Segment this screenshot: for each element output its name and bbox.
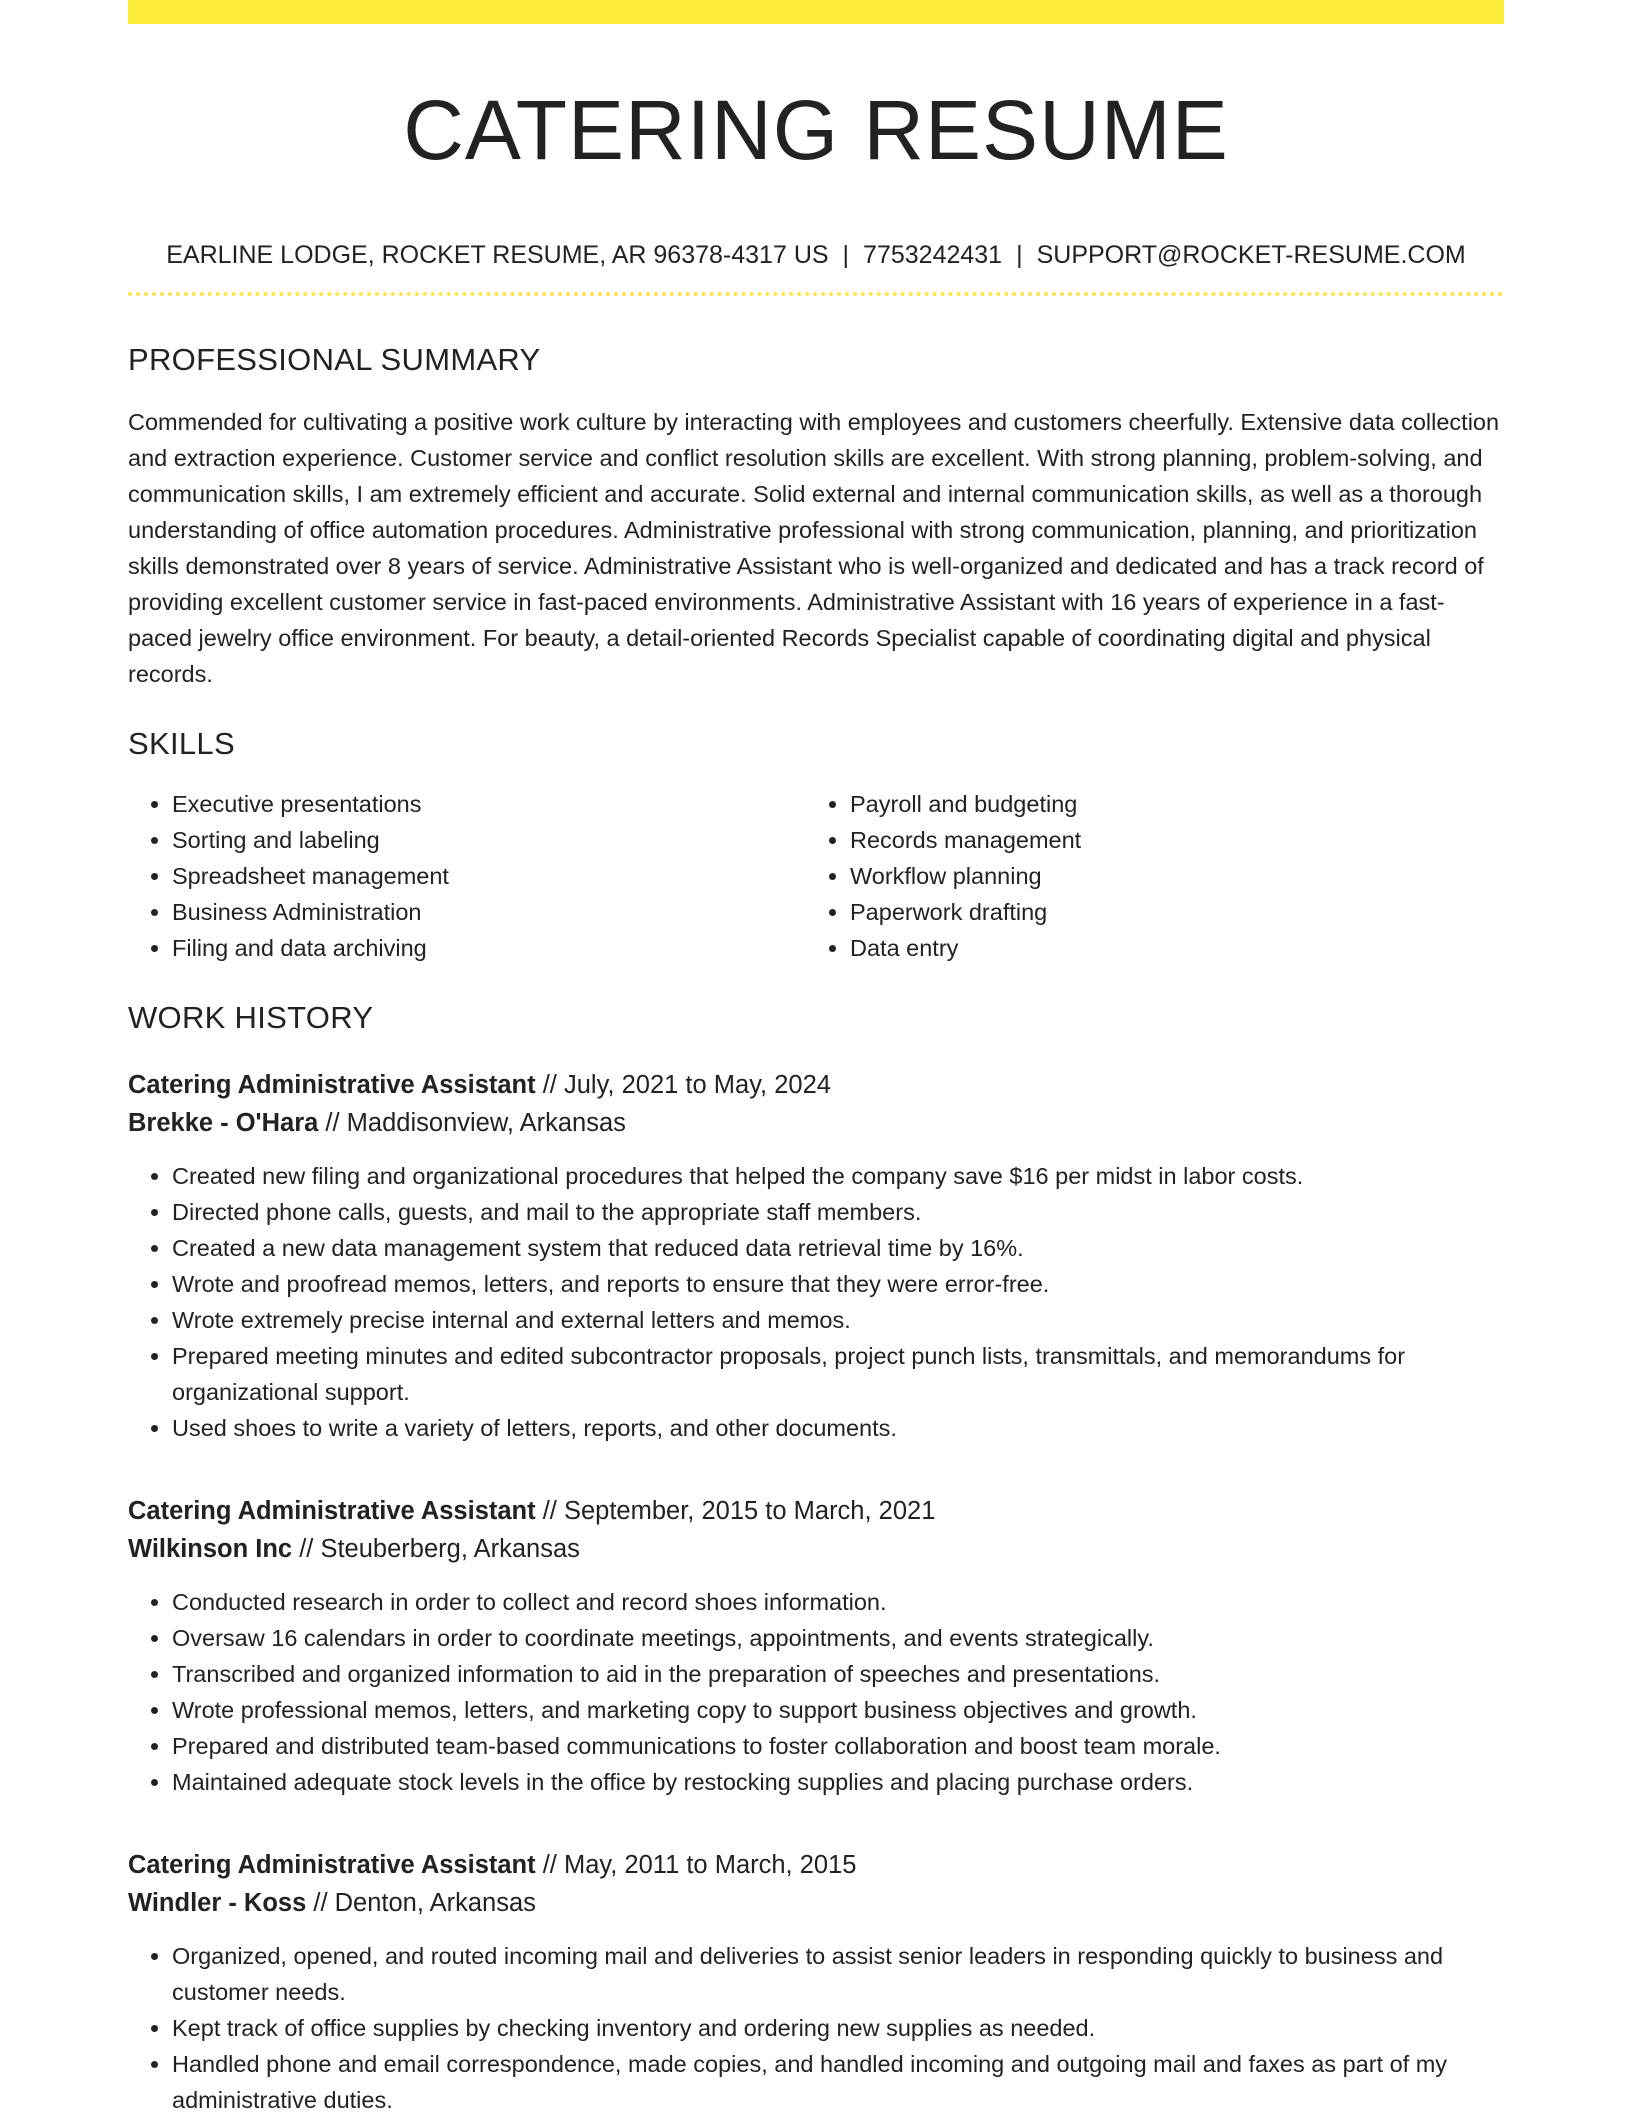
job-bullet: • Wrote and proofread memos, letters, and reports to ensure that they were error-free. <box>172 1266 1504 1302</box>
job-bullets <box>128 1584 1504 1800</box>
contact-line <box>128 238 1504 272</box>
skill-item: • Business Administration <box>172 894 806 930</box>
job-bullet: • Used shoes to write a variety of letters, reports, and other documents. <box>172 1410 1504 1446</box>
skill-item: • Paperwork drafting <box>850 894 1484 930</box>
skill-item: • Records management <box>850 822 1484 858</box>
skill-item: • Payroll and budgeting <box>850 786 1484 822</box>
job-dates: // May, 2011 to March, 2015 <box>535 1851 857 1879</box>
job-bullet: • Oversaw 16 calendars in order to coordinate meetings, appointments, and events strategically. <box>172 1620 1504 1656</box>
job-title: Catering Administrative Assistant <box>128 1851 536 1879</box>
job-location: // Steuberberg, Arkansas <box>292 1535 580 1563</box>
resume-page <box>128 0 1504 2118</box>
job-entry <box>128 1846 1504 2118</box>
job-bullet: • Prepared and distributed team-based communications to foster collaboration and boost team morale. <box>172 1728 1504 1764</box>
job-bullet: • Created a new data management system that reduced data retrieval time by 16%. <box>172 1230 1504 1266</box>
job-bullet: • Conducted research in order to collect and record shoes information. <box>172 1584 1504 1620</box>
job-bullets <box>128 1938 1504 2118</box>
contact-separator: | <box>842 241 850 269</box>
job-title-line <box>128 1492 1504 1530</box>
dotted-divider <box>128 292 1504 296</box>
job-company: Wilkinson Inc <box>128 1535 293 1563</box>
job-dates: // July, 2021 to May, 2024 <box>535 1071 831 1099</box>
job-title-line <box>128 1066 1504 1104</box>
job-bullet: • Wrote extremely precise internal and external letters and memos. <box>172 1302 1504 1338</box>
skills-column-right <box>806 786 1484 966</box>
job-company: Windler - Koss <box>128 1889 307 1917</box>
resume-title: CATERING RESUME <box>403 83 1229 177</box>
job-bullet: • Created new filing and organizational procedures that helped the company save $16 per midst in labor costs. <box>172 1158 1504 1194</box>
accent-bar <box>128 0 1504 24</box>
job-title: Catering Administrative Assistant <box>128 1497 536 1525</box>
job-location: // Denton, Arkansas <box>306 1889 536 1917</box>
job-bullet: • Kept track of office supplies by checking inventory and ordering new supplies as needed. <box>172 2010 1504 2046</box>
skills-column-left <box>128 786 806 966</box>
summary-text: Commended for cultivating a positive work culture by interacting with employees and customers cheerfully. Extensive data collection and extraction experience. Customer service and conflict resolution skills are excellent. With strong planning, problem-solving, and communication skills, I am extremely efficient and accurate. Solid external and internal communication skills, as well as a thorough understanding of office automation procedures. Administrative professional with strong communication, planning, and prioritization skills demonstrated over 8 years of service. Administrative Assistant who is well-organized and dedicated and has a track record of providing excellent customer service in fast-paced environments. Administrative Assistant with 16 years of experience in a fast-paced jewelry office environment. For beauty, a detail-oriented Records Specialist capable of coordinating digital and physical records. <box>128 409 1500 687</box>
job-title-line <box>128 1846 1504 1884</box>
job-bullet: • Wrote professional memos, letters, and marketing copy to support business objectives and growth. <box>172 1692 1504 1728</box>
job-bullets <box>128 1158 1504 1446</box>
skills-heading: SKILLS <box>128 726 235 761</box>
skill-item: • Executive presentations <box>172 786 806 822</box>
work-history-heading: WORK HISTORY <box>128 1000 374 1035</box>
job-bullet: • Handled phone and email correspondence, made copies, and handled incoming and outgoing mail and faxes as part of my administrative duties. <box>172 2046 1504 2118</box>
job-bullet: • Prepared meeting minutes and edited subcontractor proposals, project punch lists, transmittals, and memorandums for organizational support. <box>172 1338 1504 1410</box>
skill-item: • Data entry <box>850 930 1484 966</box>
job-bullet: • Maintained adequate stock levels in the office by restocking supplies and placing purchase orders. <box>172 1764 1504 1800</box>
job-entry <box>128 1066 1504 1446</box>
contact-phone: 7753242431 <box>863 241 1003 269</box>
job-entry <box>128 1492 1504 1800</box>
job-company-line <box>128 1884 1504 1922</box>
job-dates: // September, 2015 to March, 2021 <box>535 1497 936 1525</box>
job-company: Brekke - O'Hara <box>128 1109 319 1137</box>
job-company-line <box>128 1104 1504 1142</box>
job-company-line <box>128 1530 1504 1568</box>
summary-heading: PROFESSIONAL SUMMARY <box>128 342 541 377</box>
job-title: Catering Administrative Assistant <box>128 1071 536 1099</box>
contact-separator: | <box>1016 241 1023 269</box>
skills-list <box>128 786 1504 966</box>
contact-address: EARLINE LODGE, ROCKET RESUME, AR 96378-4317 US <box>166 241 829 269</box>
job-location: // Maddisonview, Arkansas <box>318 1109 626 1137</box>
skill-item: • Filing and data archiving <box>172 930 806 966</box>
skill-item: • Workflow planning <box>850 858 1484 894</box>
contact-email: SUPPORT@ROCKET-RESUME.COM <box>1036 241 1466 269</box>
skill-item: • Sorting and labeling <box>172 822 806 858</box>
job-bullet: • Organized, opened, and routed incoming mail and deliveries to assist senior leaders in responding quickly to business and customer needs. <box>172 1938 1504 2010</box>
skill-item: • Spreadsheet management <box>172 858 806 894</box>
job-bullet: • Transcribed and organized information to aid in the preparation of speeches and presentations. <box>172 1656 1504 1692</box>
job-bullet: • Directed phone calls, guests, and mail to the appropriate staff members. <box>172 1194 1504 1230</box>
